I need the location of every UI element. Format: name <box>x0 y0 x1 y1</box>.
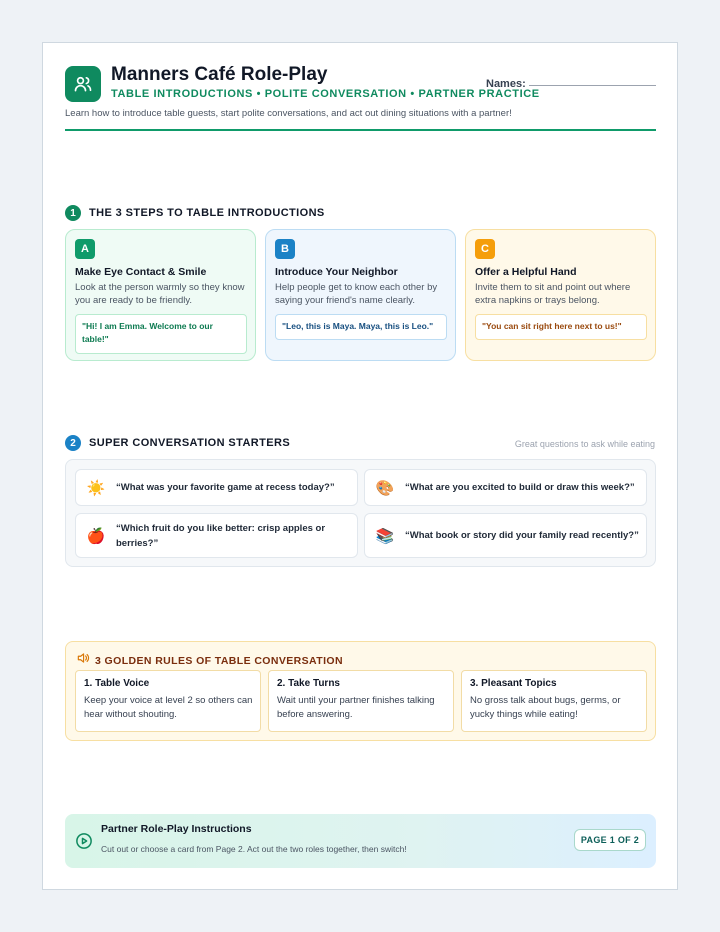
section-title: SUPER CONVERSATION STARTERS <box>89 437 291 449</box>
palette-icon: 🎨 <box>375 479 395 497</box>
step-title: Offer a Helpful Hand <box>475 266 577 278</box>
step-example-quote: "Hi! I am Emma. Welcome to our table!" <box>75 314 247 354</box>
page-number-badge: PAGE 1 OF 2 <box>574 829 646 851</box>
worksheet-page <box>42 42 678 890</box>
section-note: Great questions to ask while eating <box>514 439 655 449</box>
step-card-c <box>465 229 656 361</box>
header-divider <box>65 129 656 131</box>
section-number-badge: 1 <box>65 205 81 221</box>
starters-panel <box>65 459 656 567</box>
starter-card <box>75 513 358 558</box>
step-description: Look at the person warmly so they know you are ready to be friendly. <box>75 282 245 306</box>
apple-icon: 🍎 <box>86 527 106 545</box>
rules-heading <box>76 651 343 670</box>
starter-card <box>364 469 647 506</box>
starter-question: “What book or story did your family read recently?” <box>405 530 639 541</box>
starter-card <box>75 469 358 506</box>
step-description: Help people get to know each other by saying your friend's name clearly. <box>275 282 438 306</box>
section-title: THE 3 STEPS TO TABLE INTRODUCTIONS <box>89 207 325 219</box>
step-title: Make Eye Contact & Smile <box>75 266 207 278</box>
starter-card <box>364 513 647 558</box>
step-card-a <box>65 229 256 361</box>
sun-icon: ☀️ <box>86 479 106 497</box>
role-play-instructions-bar <box>65 814 656 868</box>
starter-question: “What was your favorite game at recess today?” <box>116 482 335 493</box>
rule-card <box>268 670 454 732</box>
page-title: Manners Café Role-Play <box>111 64 328 85</box>
step-example-quote: "You can sit right here next to us!" <box>475 314 647 340</box>
step-title: Introduce Your Neighbor <box>275 266 398 278</box>
rules-title: 3 GOLDEN RULES OF TABLE CONVERSATION <box>95 654 343 667</box>
instructions-text: Cut out or choose a card from Page 2. Act out the two roles together, then switch! <box>101 844 407 854</box>
step-card-b <box>265 229 456 361</box>
intro-text: Learn how to introduce table guests, start polite conversations, and act out dining situations with a partner! <box>65 108 512 119</box>
instructions-title: Partner Role-Play Instructions <box>101 823 252 835</box>
rule-card <box>75 670 261 732</box>
names-label: Names: <box>486 78 526 90</box>
speaker-icon <box>76 651 90 670</box>
rule-card <box>461 670 647 732</box>
section-1-heading <box>65 205 325 221</box>
step-letter-badge: A <box>75 239 95 259</box>
step-example-quote: "Leo, this is Maya. Maya, this is Leo." <box>275 314 447 340</box>
rule-description: Keep your voice at level 2 so others can hear without shouting. <box>84 695 253 720</box>
people-icon <box>65 66 101 102</box>
step-letter-badge: C <box>475 239 495 259</box>
step-letter-badge: B <box>275 239 295 259</box>
section-number-badge: 2 <box>65 435 81 451</box>
books-icon: 📚 <box>375 527 395 545</box>
step-description: Invite them to sit and point out where extra napkins or trays belong. <box>475 282 631 306</box>
rule-title: 2. Take Turns <box>277 678 340 689</box>
starter-question: “Which fruit do you like better: crisp apples or berries?” <box>116 522 326 549</box>
starter-question: “What are you excited to build or draw this week?” <box>405 482 635 493</box>
rule-description: Wait until your partner finishes talking before answering. <box>277 695 435 720</box>
rule-title: 1. Table Voice <box>84 678 150 689</box>
rule-title: 3. Pleasant Topics <box>470 678 557 689</box>
rule-description: No gross talk about bugs, germs, or yucky things while eating! <box>470 695 621 720</box>
section-2-heading <box>65 435 290 451</box>
page-subtitle: TABLE INTRODUCTIONS • POLITE CONVERSATION • PARTNER PRACTICE <box>111 88 540 100</box>
rules-panel <box>65 641 656 741</box>
names-write-line[interactable] <box>529 85 656 86</box>
play-circle-icon <box>75 832 93 855</box>
